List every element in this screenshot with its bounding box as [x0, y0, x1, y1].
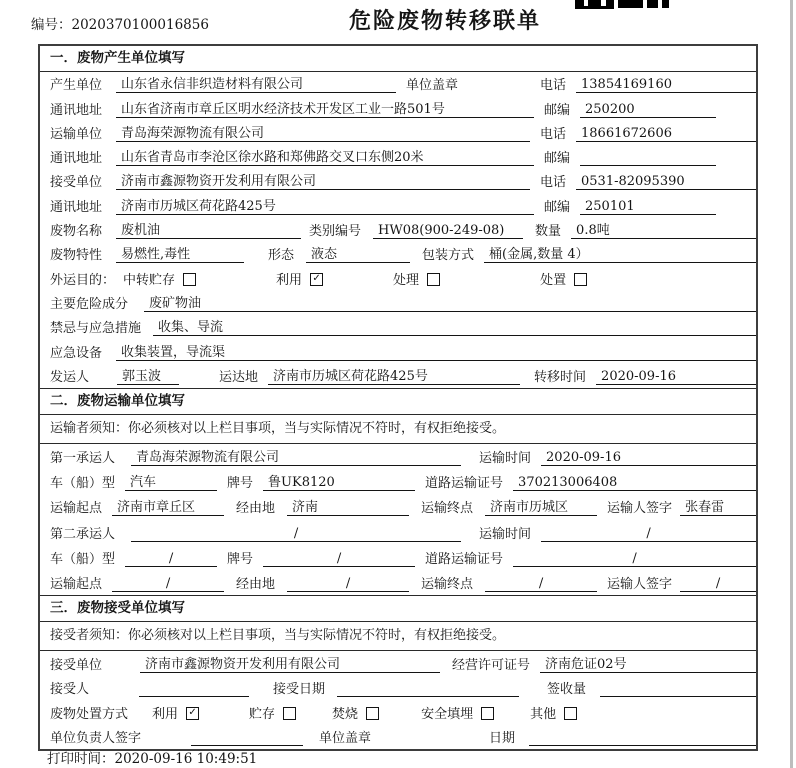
field-value[interactable]: 250200 [580, 102, 716, 118]
field-value[interactable]: 桶(金属,数量 4） [484, 243, 756, 263]
field-label: 道路运输证号 [425, 551, 504, 567]
field-label: 运输终点 [421, 576, 474, 592]
transfer-form-table [38, 44, 758, 751]
field-label: 道路运输证号 [425, 476, 504, 492]
field-label: 通讯地址 [50, 151, 103, 167]
form-row [40, 96, 756, 120]
field-label: 运输起点 [50, 501, 103, 517]
field-label: 形态 [268, 248, 295, 264]
field-label: 运输单位 [50, 126, 103, 142]
field-label: 包装方式 [422, 248, 475, 264]
checkbox-unchecked[interactable] [481, 707, 494, 720]
checkbox-unchecked[interactable] [283, 707, 296, 720]
print-time-line [47, 747, 257, 767]
field-label: 类别编号 [309, 224, 362, 240]
field-label: 运输时间 [479, 451, 532, 467]
field-value[interactable]: HW08(900-249-08) [373, 223, 523, 239]
field-value[interactable]: 13854169160 [576, 77, 756, 93]
field-value[interactable] [600, 696, 756, 697]
field-label: 通讯地址 [50, 199, 103, 215]
field-label: 处理 [393, 272, 420, 288]
section-s2 [40, 388, 756, 595]
field-label: 废物特性 [50, 248, 103, 264]
field-label: 利用 [276, 272, 303, 288]
field-value[interactable]: 山东省青岛市李沧区徐水路和郑佛路交叉口东侧20米 [116, 146, 534, 166]
field-value[interactable]: 济南市历城区荷花路425号 [268, 365, 520, 385]
field-label: 车（船）型 [50, 476, 116, 492]
field-label: 运输时间 [479, 526, 532, 542]
field-value[interactable]: / [125, 551, 217, 567]
field-label: 运输起点 [50, 576, 103, 592]
form-row [40, 725, 756, 750]
field-value[interactable]: / [263, 551, 415, 567]
field-label: 接受单位 [50, 175, 103, 191]
form-row [40, 494, 756, 519]
field-label: 运达地 [219, 369, 259, 385]
field-label: 废物处置方式 [50, 706, 129, 722]
field-label: 经营许可证号 [452, 657, 531, 673]
field-value[interactable]: 液态 [306, 243, 410, 263]
field-value[interactable]: 370213006408 [513, 475, 756, 491]
field-label: 废物名称 [50, 224, 103, 240]
form-row [40, 469, 756, 494]
field-label: 产生单位 [50, 78, 103, 94]
checkbox-unchecked[interactable] [183, 273, 196, 286]
field-label: 日期 [489, 731, 516, 747]
field-label: 应急设备 [50, 345, 103, 361]
field-label: 数量 [535, 224, 562, 240]
field-value[interactable]: 收集、导流 [153, 316, 756, 336]
field-label: 主要危险成分 [50, 296, 129, 312]
field-value[interactable]: / [680, 576, 756, 592]
field-value[interactable]: 山东省济南市章丘区明水经济技术开发区工业一路501号 [116, 98, 534, 118]
field-label: 第一承运人 [50, 451, 116, 467]
field-value[interactable]: 济南市章丘区 [112, 496, 224, 516]
form-row [40, 266, 756, 290]
field-value[interactable]: 济南 [287, 496, 409, 516]
field-value[interactable]: 鲁UK8120 [263, 471, 415, 491]
form-row [40, 242, 756, 266]
checkbox-unchecked[interactable] [366, 707, 379, 720]
field-value[interactable]: / [541, 526, 756, 542]
form-row [40, 700, 756, 725]
form-row [40, 72, 756, 96]
field-label: 处置 [540, 272, 567, 288]
field-label: 运输人签字 [607, 501, 673, 517]
print-time-value: 2020-09-16 10:49:51 [114, 751, 258, 767]
checkbox-unchecked[interactable] [574, 273, 587, 286]
field-value[interactable]: / [485, 576, 597, 592]
field-value[interactable]: 济南危证02号 [540, 653, 756, 673]
form-row [40, 651, 756, 676]
field-value[interactable]: 张春雷 [680, 496, 756, 516]
form-row [40, 519, 756, 544]
field-label: 运输终点 [421, 501, 474, 517]
form-row [40, 169, 756, 193]
field-value[interactable]: 济南市历城区荷花路425号 [116, 195, 534, 215]
field-label: 接受人 [50, 682, 90, 698]
checkbox-checked[interactable]: ✓ [186, 707, 199, 720]
field-value[interactable]: 青岛海荣源物流有限公司 [131, 446, 461, 466]
field-value[interactable]: 易燃性,毒性 [116, 243, 244, 263]
field-label: 通讯地址 [50, 102, 103, 118]
field-label: 邮编 [543, 151, 570, 167]
field-value[interactable]: 汽车 [125, 471, 217, 491]
serial-value: 2020370100016856 [71, 17, 209, 33]
field-label: 单位盖章 [319, 731, 372, 747]
notice-row: 运输者须知：你必须核对以上栏目事项，当与实际情况不符时，有权拒绝接受。 [40, 415, 756, 444]
field-label: 经由地 [236, 501, 276, 517]
field-label: 邮编 [543, 199, 570, 215]
field-label: 禁忌与应急措施 [50, 321, 142, 337]
field-value[interactable] [337, 696, 519, 697]
field-value[interactable]: 收集装置，导流渠 [116, 341, 756, 361]
section-heading: 二．废物运输单位填写 [40, 389, 756, 415]
form-row [40, 364, 756, 388]
notice-row: 接受者须知：你必须核对以上栏目事项，当与实际情况不符时，有权拒绝接受。 [40, 622, 756, 651]
field-value[interactable]: 山东省永信非织造材料有限公司 [116, 73, 396, 93]
field-label: 其他 [530, 706, 557, 722]
field-value[interactable] [580, 165, 716, 166]
field-value[interactable]: / [112, 576, 224, 592]
field-label: 安全填埋 [421, 706, 474, 722]
checkbox-unchecked[interactable] [427, 273, 440, 286]
section-heading: 一．废物产生单位填写 [40, 46, 756, 72]
field-value[interactable]: / [513, 551, 756, 567]
field-label: 转移时间 [534, 369, 587, 385]
field-label: 经由地 [236, 576, 276, 592]
field-value[interactable]: 济南市鑫源物资开发利用有限公司 [116, 170, 530, 190]
print-time-label: 打印时间： [47, 751, 115, 767]
field-value[interactable]: 郭玉波 [117, 365, 179, 385]
form-row [40, 291, 756, 315]
serial-label: 编号： [31, 17, 72, 33]
form-row [40, 218, 756, 242]
field-label: 签收量 [547, 682, 587, 698]
field-value[interactable]: / [131, 526, 461, 542]
field-label: 贮存 [249, 706, 276, 722]
form-row [40, 339, 756, 363]
form-row [40, 545, 756, 570]
field-label: 第二承运人 [50, 526, 116, 542]
field-label: 单位负责人签字 [50, 731, 142, 747]
field-label: 单位盖章 [406, 78, 459, 94]
field-label: 外运目的： [50, 272, 116, 288]
field-label: 接受日期 [273, 682, 326, 698]
field-label: 电话 [539, 126, 566, 142]
field-value[interactable]: 0531-82095390 [576, 174, 756, 190]
field-label: 运输人签字 [607, 576, 673, 592]
section-s1 [40, 46, 756, 388]
field-label: 车（船）型 [50, 551, 116, 567]
form-row [40, 315, 756, 339]
field-value[interactable]: 18661672606 [576, 126, 756, 142]
checkbox-unchecked[interactable] [564, 707, 577, 720]
field-label: 电话 [539, 78, 566, 94]
form-row [40, 444, 756, 469]
qr-code-fragment [575, 0, 671, 9]
field-label: 中转贮存 [123, 272, 176, 288]
form-row [40, 193, 756, 217]
field-value[interactable]: 2020-09-16 [541, 450, 756, 466]
field-label: 牌号 [227, 551, 254, 567]
field-label: 接受单位 [50, 657, 103, 673]
field-value[interactable] [139, 696, 249, 697]
form-row [40, 676, 756, 701]
field-value[interactable]: 废机油 [116, 219, 301, 239]
field-value[interactable]: 青岛海荣源物流有限公司 [116, 122, 530, 142]
field-value[interactable]: 250101 [580, 199, 716, 215]
field-value[interactable]: 0.8吨 [571, 219, 756, 239]
field-value[interactable] [529, 745, 756, 746]
section-heading: 三．废物接受单位填写 [40, 596, 756, 622]
serial-number-line [31, 13, 209, 33]
form-row [40, 121, 756, 145]
field-value[interactable]: 济南市历城区 [485, 496, 597, 516]
field-label: 利用 [152, 706, 179, 722]
checkbox-checked[interactable]: ✓ [310, 273, 323, 286]
field-label: 焚烧 [332, 706, 359, 722]
field-label: 发运人 [50, 369, 90, 385]
field-label: 邮编 [543, 102, 570, 118]
field-value[interactable]: 2020-09-16 [596, 369, 756, 385]
page-title: 危险废物转移联单 [348, 8, 542, 34]
field-label: 电话 [539, 175, 566, 191]
form-row [40, 145, 756, 169]
form-row [40, 570, 756, 595]
field-value[interactable]: 废矿物油 [144, 292, 756, 312]
field-label: 牌号 [227, 476, 254, 492]
field-value[interactable]: 济南市鑫源物资开发利用有限公司 [140, 653, 440, 673]
field-value[interactable]: / [287, 576, 409, 592]
section-s3 [40, 595, 756, 749]
page-edge-divider [790, 0, 793, 768]
